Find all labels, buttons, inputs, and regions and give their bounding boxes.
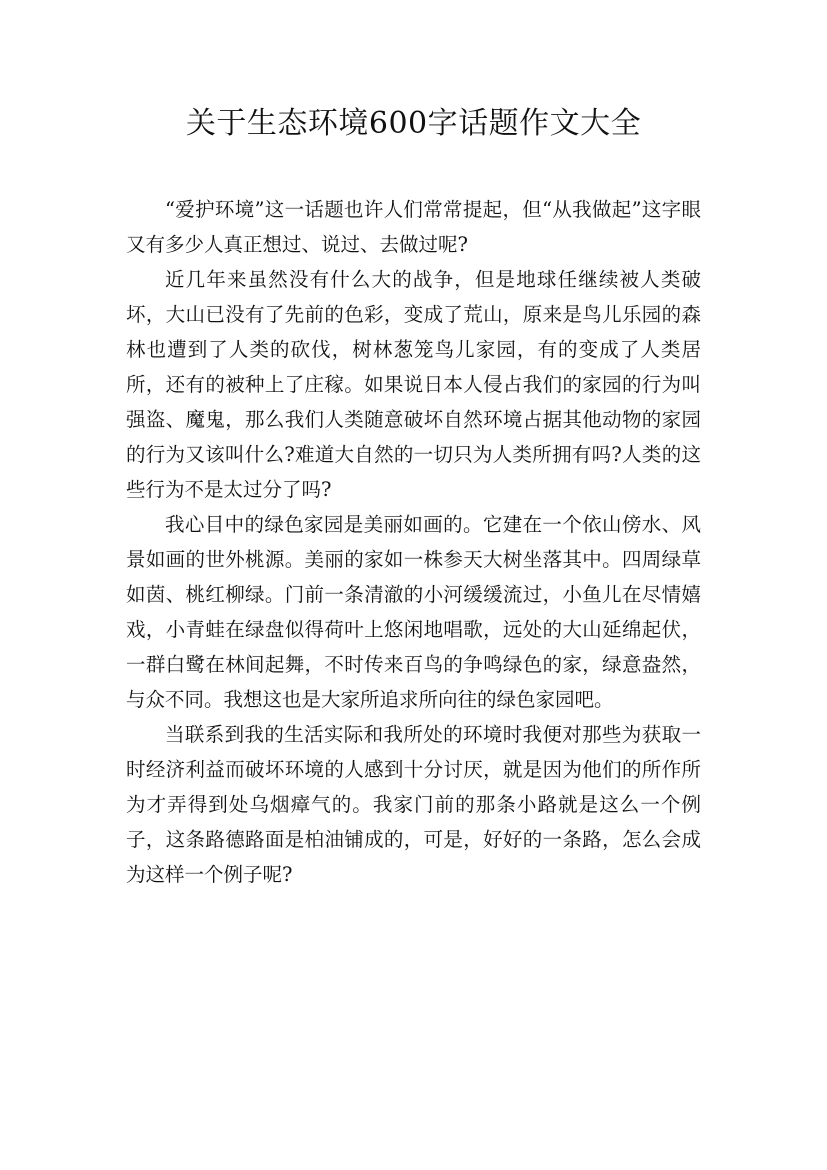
paragraph-1: “爱护环境”这一话题也许人们常常提起，但“从我做起”这字眼又有多少人真正想过、说过、去做过呢?	[126, 198, 701, 256]
paragraph-4: 当联系到我的生活实际和我所处的环境时我便对那些为获取一时经济利益而破坏环境的人感到十分讨厌，就是因为他们的所作所为才弄得到处乌烟瘴气的。我家门前的那条小路就是这么一个例子，这条路德路面是柏油铺成的，可是，好好的一条路，怎么会成为这样一个例子呢?	[126, 723, 701, 886]
document-body	[126, 192, 701, 892]
paragraph-2: 近几年来虽然没有什么大的战争，但是地球任继续被人类破坏，大山已没有了先前的色彩，变成了荒山，原来是鸟儿乐园的森林也遭到了人类的砍伐，树林葱笼鸟儿家园，有的变成了人类居所，还有的被种上了庄稼。如果说日本人侵占我们的家园的行为叫强盗、魔鬼，那么我们人类随意破坏自然环境占据其他动物的家园的行为又该叫什么?难道大自然的一切只为人类所拥有吗?人类的这些行为不是太过分了吗?	[126, 268, 701, 501]
document-title: 关于生态环境600字话题作文大全	[185, 106, 642, 141]
paragraph-3: 我心目中的绿色家园是美丽如画的。它建在一个依山傍水、风景如画的世外桃源。美丽的家如一株参天大树坐落其中。四周绿草如茵、桃红柳绿。门前一条清澈的小河缓缓流过，小鱼儿在尽情嬉戏，小青蛙在绿盘似得荷叶上悠闲地唱歌，远处的大山延绵起伏，一群白鹭在林间起舞，不时传来百鸟的争鸣绿色的家，绿意盎然，与众不同。我想这也是大家所追求所向往的绿色家园吧。	[126, 513, 701, 711]
